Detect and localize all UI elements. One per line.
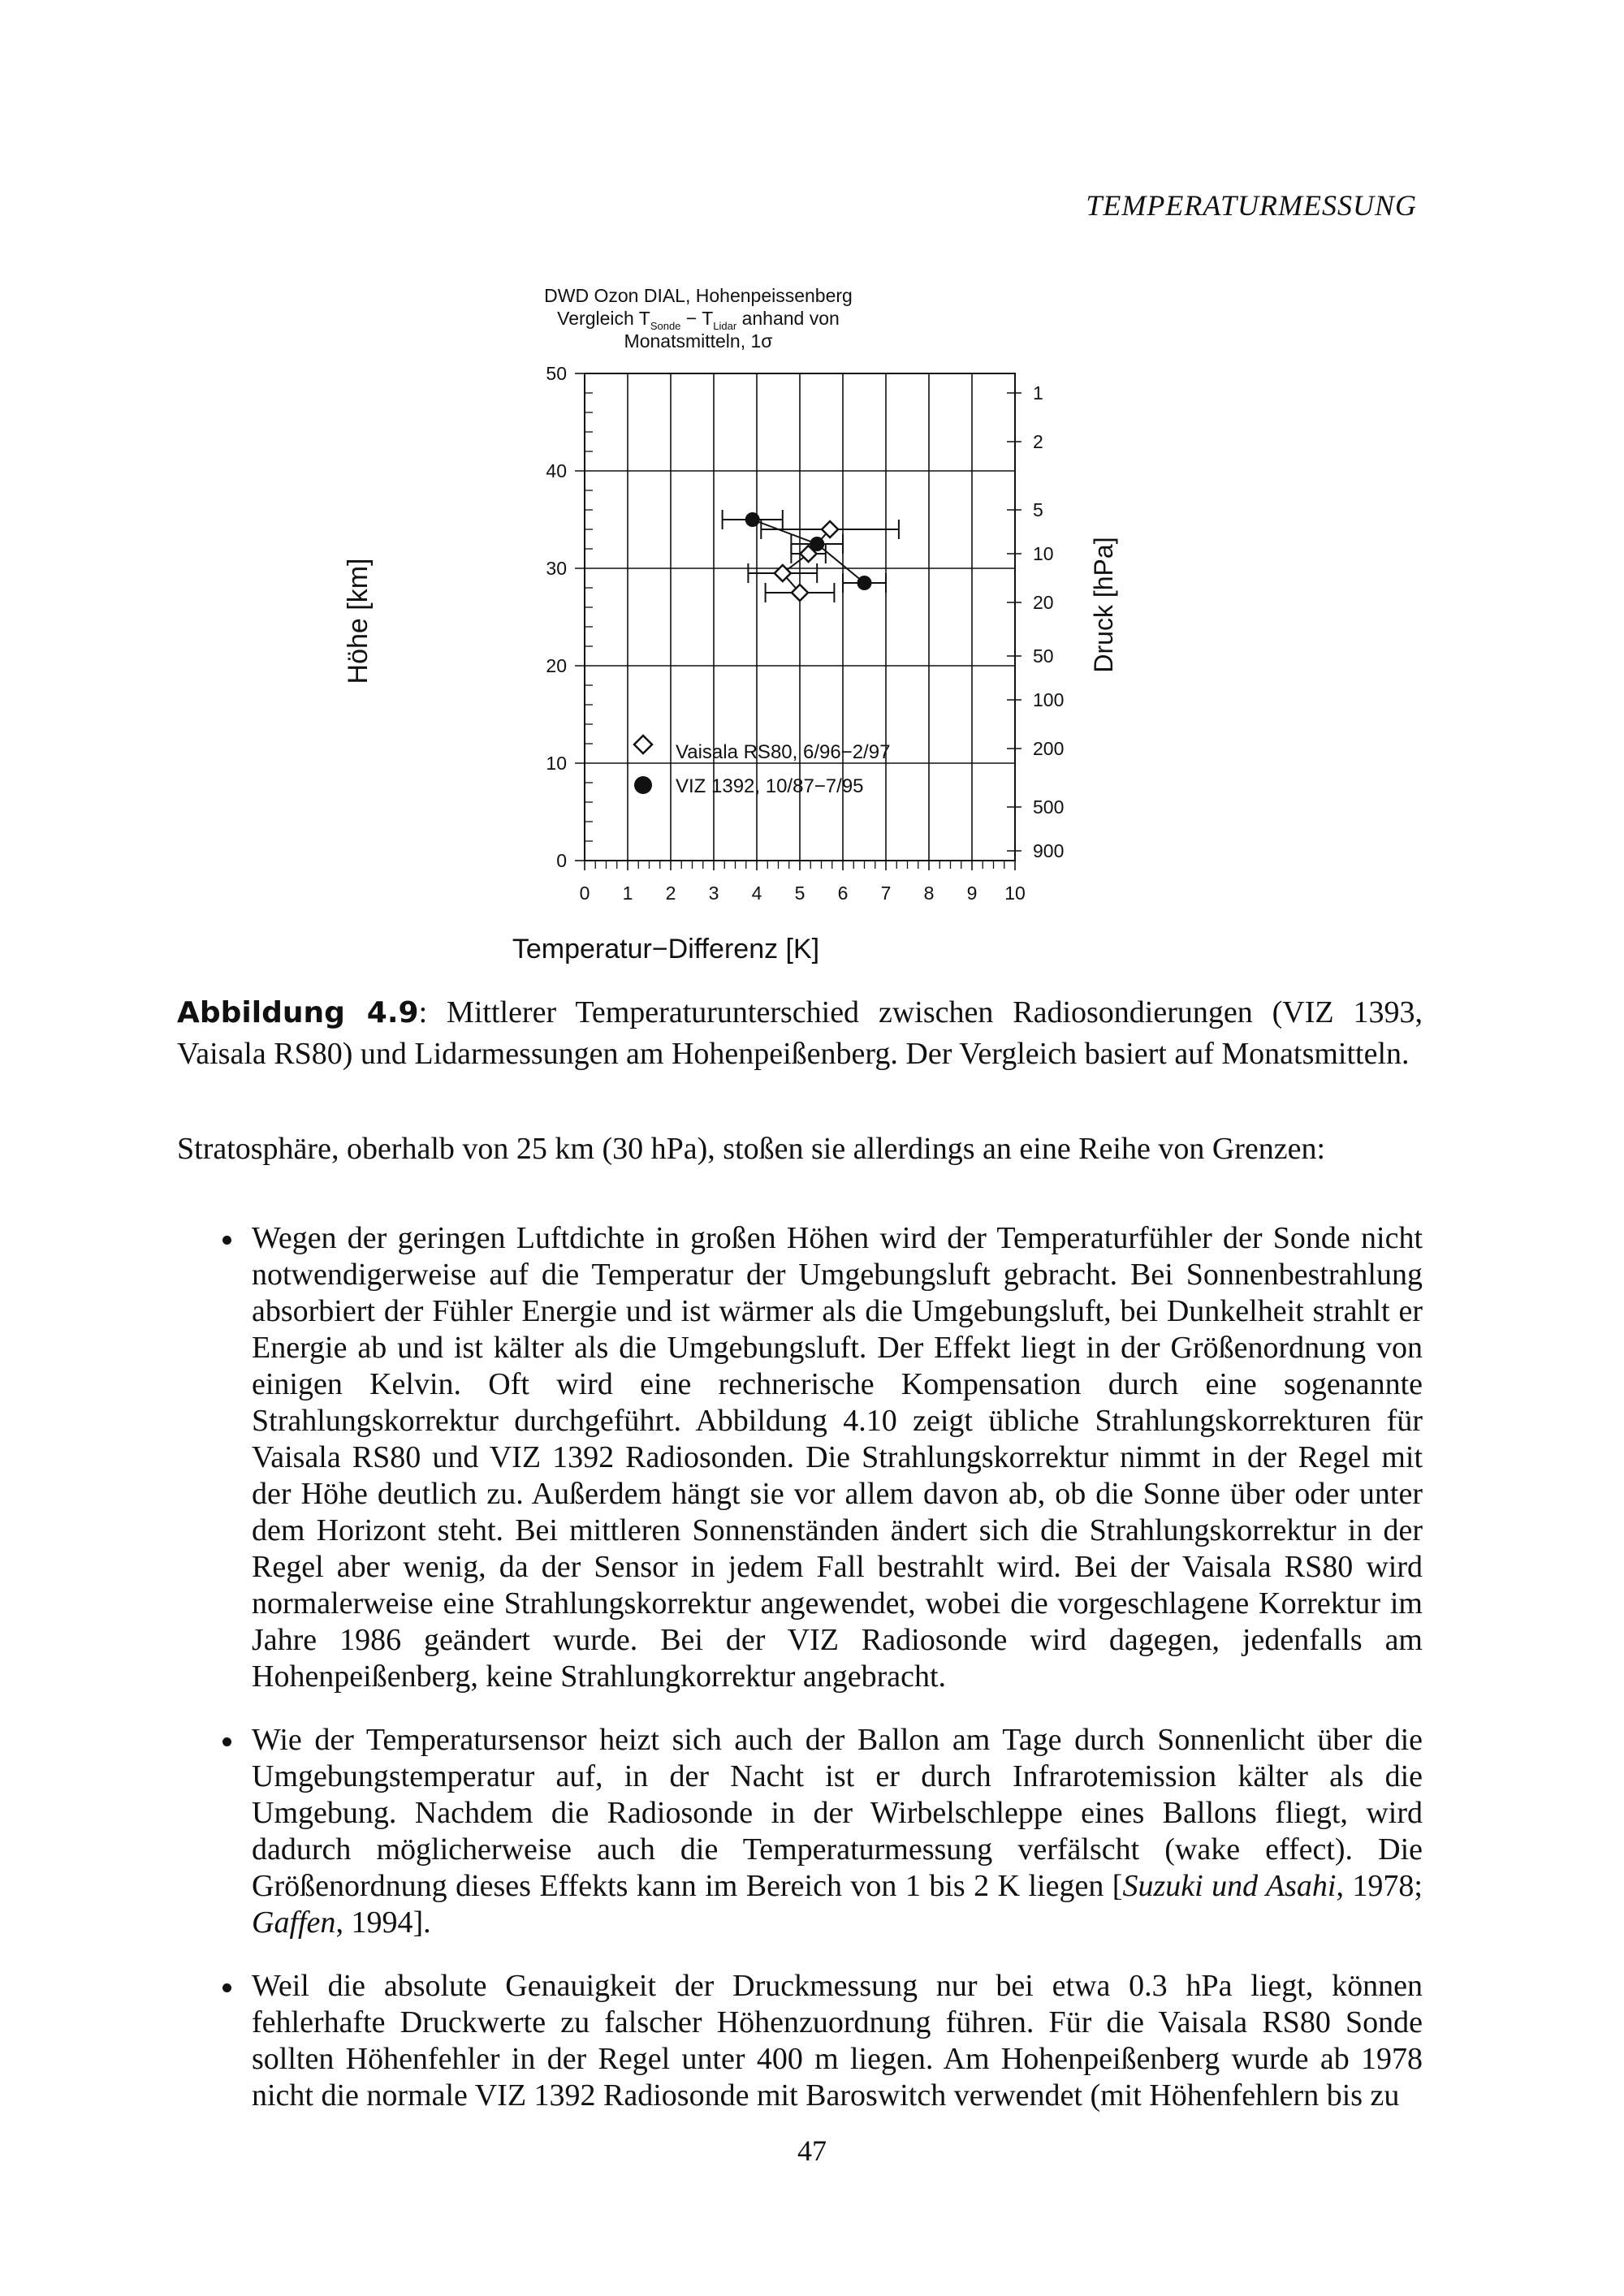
chart-title-line2: Vergleich $T_{Sonde} - T_{Lidar}$ anhand von — [557, 308, 840, 332]
pressure-tick-label: 10 — [1033, 543, 1054, 564]
y-tick-label: 20 — [546, 655, 567, 676]
x-tick-label: 9 — [966, 883, 978, 904]
bullet-icon — [222, 1737, 231, 1746]
x-tick-label: 4 — [751, 883, 762, 904]
bullet-text: , 1978; — [1336, 1869, 1423, 1903]
citation-gaffen: Gaffen — [252, 1905, 336, 1940]
pressure-tick-label: 20 — [1033, 592, 1054, 613]
pressure-tick-label: 100 — [1033, 689, 1065, 710]
x-tick-label: 3 — [708, 883, 719, 904]
y-axis-label-right: Druck [hPa] — [1089, 537, 1118, 673]
pressure-tick-label: 900 — [1033, 840, 1065, 861]
x-tick-label: 0 — [579, 883, 590, 904]
x-tick-label: 5 — [794, 883, 806, 904]
y-tick-label: 0 — [556, 850, 567, 871]
chart-title-line1: DWD Ozon DIAL, Hohenpeissenberg — [544, 285, 853, 306]
intro-paragraph: Stratosphäre, oberhalb von 25 km (30 hPa), stoßen sie allerdings an eine Reihe von Grenzen: — [177, 1132, 1326, 1166]
viz-dot-marker — [745, 512, 760, 527]
y-tick-label: 30 — [546, 558, 567, 579]
caption-text: : Mittlerer Temperaturunterschied zwischen Radiosondierungen (VIZ 1393, Vaisala RS80) und Lidarmessungen am Hohenpeißenberg. Der Vergleich basiert auf Monatsmitteln. — [177, 995, 1423, 1071]
bullet-text: Wegen der geringen Luftdichte in großen Höhen wird der Temperaturfühler der Sonde nicht notwendigerweise auf die Temperatur der Umgebungsluft gebracht. Bei Sonnenbestrahlung absorbiert der Fühler Energie und ist wärmer als die Umgebungsluft, bei Dunkelheit strahlt er Energie ab und ist kälter als die Umgebungsluft. Der Effekt liegt in der Größenordnung von einigen Kelvin. Oft wird eine rechnerische Kompensation durch eine sogenannte Strahlungskorrektur durchgeführt. Abbildung 4.10 zeigt übliche Strahlungskorrekturen für Vaisala RS80 und VIZ 1392 Radiosonden. Die Strahlungskorrektur nimmt in der Regel mit der Höhe deutlich zu. Außerdem hängt sie vor allem davon ab, ob die Sonne über oder unter dem Horizont steht. Bei mittleren Sonnenständen ändert sich die Strahlungskorrektur in der Regel aber wenig, da der Sensor in jedem Fall bestrahlt wird. Bei der Vaisala RS80 wird normalerweise eine Strahlungskorrektur angewendet, wobei die vorgeschlagene Korrektur im Jahre 1986 geändert wurde. Bei der VIZ Radiosonde wird dagegen, jedenfalls am Hohenpeißenberg, keine Strahlungkorrektur angebracht. — [252, 1221, 1423, 1694]
caption-label: Abbildung 4.9 — [177, 996, 419, 1029]
x-tick-label: 6 — [837, 883, 849, 904]
y-tick-label: 10 — [546, 753, 567, 774]
legend-label-viz: VIZ 1392, 10/87−7/95 — [676, 775, 864, 797]
bullet-text: Wie der Temperatursensor heizt sich auch der Ballon am Tage durch Sonnenlicht über die Umgebungstemperatur auf, in der Nacht ist er durch Infrarotemission kälter als die Umgebung. Nachdem die Radiosonde in der Wirbelschleppe eines Ballons fliegt, wird dadurch möglicherweise auch die Temperaturmessung verfälscht (wake effect). Die Größenordnung dieses Effekts kann im Bereich von 1 bis 2 K liegen [ — [252, 1723, 1423, 1903]
x-tick-label: 7 — [880, 883, 892, 904]
pressure-tick-label: 200 — [1033, 738, 1065, 759]
y-tick-label: 40 — [546, 460, 567, 481]
running-header: TEMPERATURMESSUNG — [1086, 189, 1417, 222]
list-item — [177, 1220, 1423, 1695]
list-item — [177, 1968, 1423, 2114]
chart-title-line3: Monatsmitteln, 1σ — [624, 330, 773, 352]
x-tick-label: 10 — [1004, 883, 1026, 904]
y-tick-label: 50 — [546, 363, 567, 384]
pressure-tick-label: 5 — [1033, 499, 1043, 520]
pressure-tick-label: 50 — [1033, 645, 1054, 667]
legend-dot-icon — [634, 776, 652, 794]
bullet-text: Weil die absolute Genauigkeit der Druckmessung nur bei etwa 0.3 hPa liegt, können fehlerhafte Druckwerte zu falscher Höhenzuordnung führen. Für die Vaisala RS80 Sonde sollten Höhenfehler in der Regel unter 400 m liegen. Am Hohenpeißenberg wurde ab 1978 nicht die normale VIZ 1392 Radiosonde mit Baroswitch verwendet (mit Höhenfehlern bis zu — [252, 1969, 1423, 2113]
legend-diamond-icon — [634, 736, 652, 753]
bullet-list — [177, 1220, 1423, 2141]
pressure-tick-label: 500 — [1033, 796, 1065, 818]
page-number: 47 — [797, 2134, 827, 2167]
temperature-difference-chart — [343, 276, 1153, 974]
figure-caption — [177, 992, 1423, 1074]
bullet-text: , 1994]. — [335, 1905, 431, 1940]
x-axis-label: Temperatur−Differenz [K] — [512, 934, 820, 965]
bullet-icon — [222, 1236, 231, 1245]
legend-label-vaisala: Vaisala RS80, 6/96−2/97 — [676, 741, 891, 763]
list-item — [177, 1722, 1423, 1941]
y-axis-label-left: Höhe [km] — [343, 558, 374, 684]
bullet-icon — [222, 1983, 231, 1992]
viz-dot-marker — [810, 537, 824, 551]
pressure-tick-label: 2 — [1033, 431, 1043, 452]
x-tick-label: 8 — [923, 883, 935, 904]
x-tick-label: 2 — [665, 883, 676, 904]
viz-dot-marker — [857, 576, 872, 590]
pressure-tick-label: 1 — [1033, 382, 1043, 404]
citation-suzuki-asahi: Suzuki und Asahi — [1122, 1869, 1337, 1903]
x-tick-label: 1 — [622, 883, 633, 904]
